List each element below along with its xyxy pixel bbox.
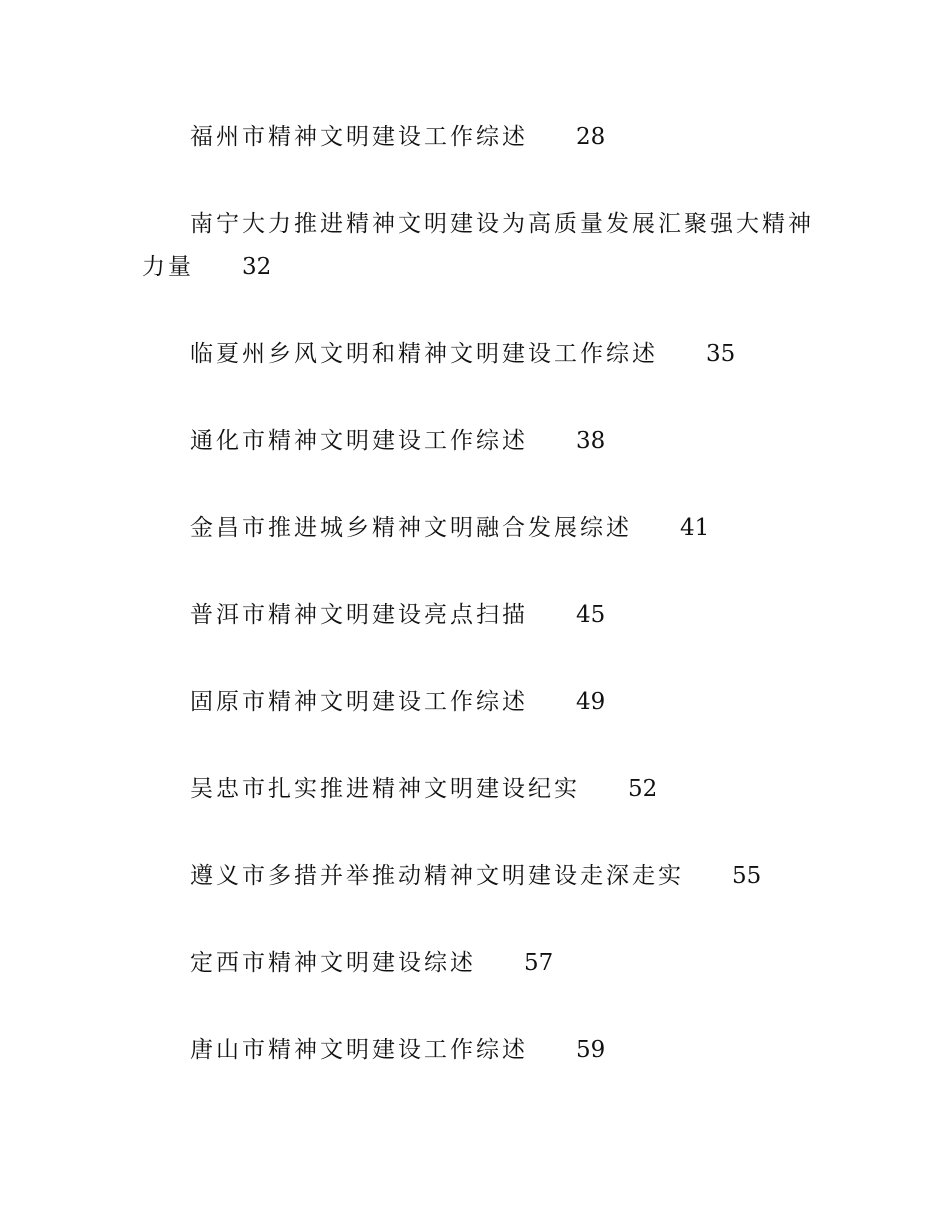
toc-entry-page-number: 38 (576, 428, 606, 454)
toc-entry-page-number: 55 (732, 863, 762, 889)
toc-entry-page-number: 32 (242, 254, 272, 280)
toc-entry-page-number: 57 (524, 950, 554, 976)
toc-entry (142, 768, 822, 811)
toc-entry-title: 金昌市推进城乡精神文明融合发展综述 (190, 515, 632, 541)
toc-entry (142, 333, 822, 376)
toc-entry (142, 942, 822, 985)
toc-entry-page-number: 35 (706, 341, 736, 367)
toc-entry-page-number: 49 (576, 689, 606, 715)
toc-entry-page-number: 28 (576, 124, 606, 150)
toc-entry-title: 固原市精神文明建设工作综述 (190, 689, 528, 715)
toc-entry-title: 通化市精神文明建设工作综述 (190, 428, 528, 454)
toc-entry (142, 507, 822, 550)
toc-entry (142, 420, 822, 463)
toc-entry (142, 116, 822, 159)
toc-entry (142, 855, 822, 898)
toc-entry (142, 203, 822, 289)
toc-entry-title: 定西市精神文明建设综述 (190, 950, 476, 976)
toc-entry-title: 唐山市精神文明建设工作综述 (190, 1037, 528, 1063)
toc-entry-title: 遵义市多措并举推动精神文明建设走深走实 (190, 863, 684, 889)
toc-entry-page-number: 59 (576, 1037, 606, 1063)
toc-entry-title: 普洱市精神文明建设亮点扫描 (190, 602, 528, 628)
toc-entry-title: 临夏州乡风文明和精神文明建设工作综述 (190, 341, 658, 367)
toc-entry (142, 1029, 822, 1072)
toc-entry-title: 南宁大力推进精神文明建设为高质量发展汇聚强大精神力量 (142, 211, 814, 280)
toc-entry (142, 681, 822, 724)
toc-entry-page-number: 45 (576, 602, 606, 628)
toc-entry-page-number: 52 (628, 776, 658, 802)
toc-entry (142, 594, 822, 637)
toc-entry-title: 吴忠市扎实推进精神文明建设纪实 (190, 776, 580, 802)
toc-entry-page-number: 41 (680, 515, 710, 541)
toc-entry-title: 福州市精神文明建设工作综述 (190, 124, 528, 150)
